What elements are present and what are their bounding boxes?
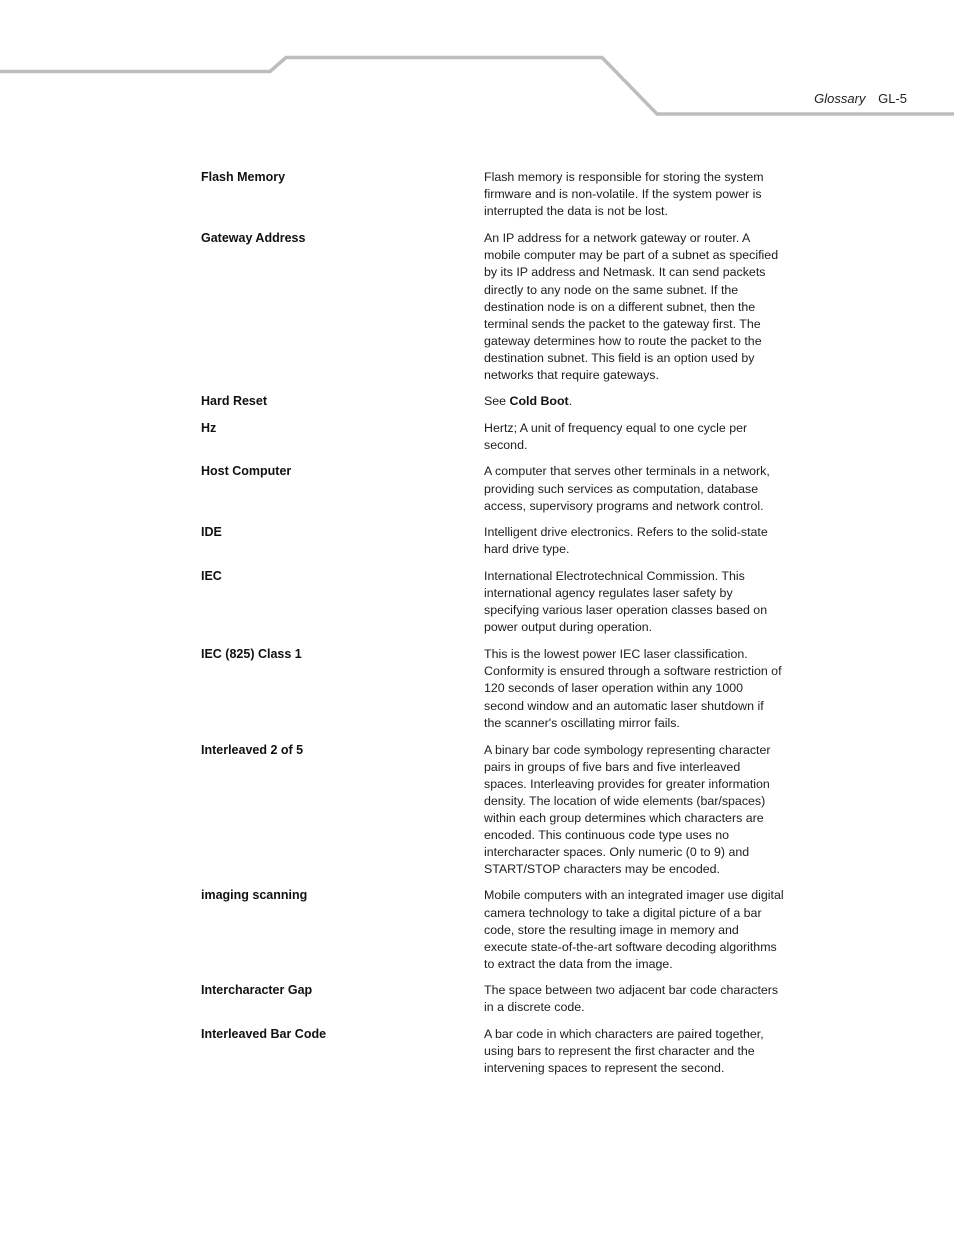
- cross-reference: Cold Boot: [509, 394, 569, 409]
- glossary-definition: [484, 393, 784, 410]
- header-rule: [0, 0, 954, 130]
- glossary-term: Hard Reset: [201, 394, 267, 409]
- definition-text: .: [568, 394, 573, 409]
- glossary-entry: [201, 230, 791, 384]
- glossary-entry: [201, 169, 791, 220]
- glossary-definition: International Electrotechnical Commission. This international agency regulates laser safety by specifying various laser operation classes based on power output during operation.: [484, 568, 768, 635]
- glossary-term: IDE: [201, 524, 222, 539]
- running-head: [814, 91, 907, 106]
- glossary-term: Gateway Address: [201, 231, 306, 246]
- glossary-definition: Mobile computers with an integrated imager use digital camera technology to take a digital picture of a bar code, store the resulting image in memory and execute state-of-the-art software decoding algorithms to extract the data from the image.: [484, 888, 784, 971]
- glossary-definition: Intelligent drive electronics. Refers to the solid-state hard drive type.: [484, 524, 768, 556]
- glossary-entry: [201, 420, 791, 454]
- glossary-definition: A bar code in which characters are paired together, using bars to represent the first character and the intervening spaces to represent the second.: [484, 1027, 764, 1076]
- glossary-entry: [201, 887, 791, 972]
- glossary-entry: [201, 524, 791, 558]
- glossary-definition: The space between two adjacent bar code characters in a discrete code.: [484, 982, 779, 1015]
- page-number: GL-5: [878, 91, 907, 106]
- glossary-entry: [201, 646, 791, 731]
- glossary-entry: [201, 742, 791, 879]
- glossary-term: IEC: [201, 568, 222, 583]
- glossary-definition: An IP address for a network gateway or router. A mobile computer may be part of a subnet as specified by its IP address and Netmask. It can send packets directly to any node on the same subnet. If the destination node is on a different subnet, then the terminal sends the packet to the gateway first. The gateway determines how to route the packet to the destination subnet. This field is an option used by networks that require gateways.: [484, 231, 779, 383]
- glossary-definition: A binary bar code symbology representing character pairs in groups of five bars and five interleaved spaces. Interleaving provides for greater information density. The location of wide elements (bar/spaces) within each group determines which characters are encoded. This continuous code type uses no intercharacter spaces. Only numeric (0 to 9) and START/STOP characters may be encoded.: [484, 742, 771, 877]
- glossary-term: Hz: [201, 421, 217, 436]
- glossary-term: imaging scanning: [201, 888, 308, 903]
- glossary-term: Intercharacter Gap: [201, 982, 313, 997]
- glossary-definition: A computer that serves other terminals in a network, providing such services as computation, database access, supervisory programs and network control.: [484, 464, 770, 513]
- glossary-term: Interleaved 2 of 5: [201, 742, 304, 757]
- glossary-entry: [201, 393, 791, 410]
- glossary-term: Interleaved Bar Code: [201, 1027, 327, 1042]
- glossary-entry: [201, 463, 791, 514]
- glossary-entry: [201, 982, 791, 1016]
- glossary-term: Flash Memory: [201, 170, 286, 184]
- glossary-definition: Flash memory is responsible for storing the system firmware and is non-volatile. If the system power is interrupted the data is not be lost.: [484, 170, 764, 219]
- glossary-list: [201, 169, 791, 1077]
- glossary-entry: [201, 568, 791, 636]
- glossary-entry: [201, 1026, 791, 1077]
- section-title: Glossary: [814, 91, 866, 106]
- glossary-term: IEC (825) Class 1: [201, 647, 302, 662]
- glossary-definition: This is the lowest power IEC laser classification. Conformity is ensured through a software restriction of 120 seconds of laser operation within any 1000 second window and an automatic laser shutdown if the scanner's oscillating mirror fails.: [484, 647, 782, 730]
- definition-text: See: [484, 394, 510, 409]
- glossary-definition: Hertz; A unit of frequency equal to one cycle per second.: [484, 421, 748, 453]
- glossary-term: Host Computer: [201, 464, 292, 479]
